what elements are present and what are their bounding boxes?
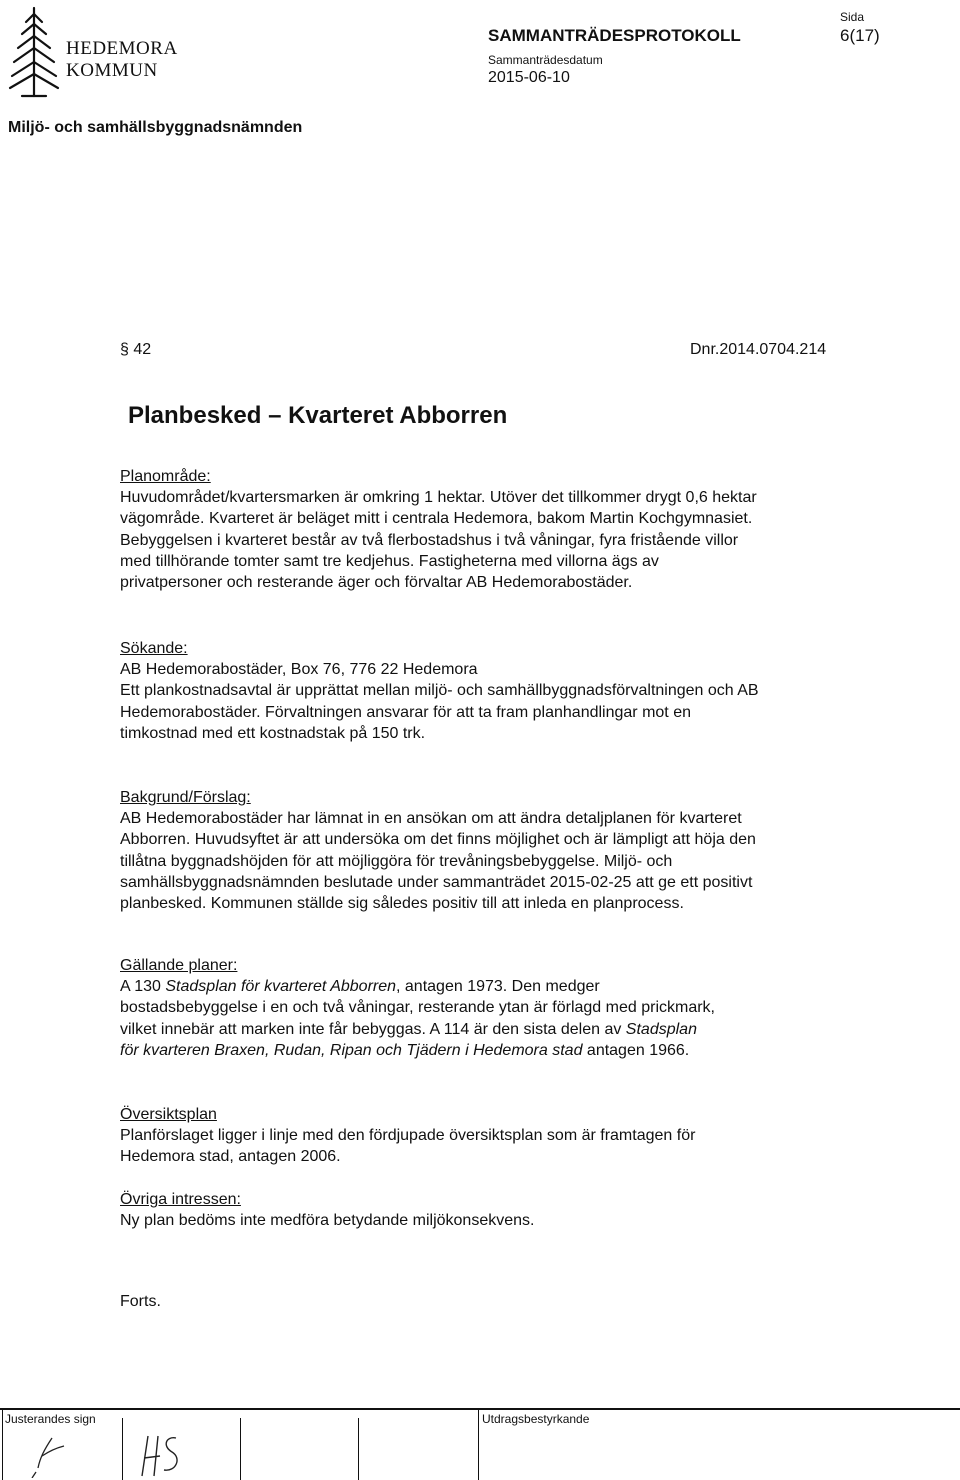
section-bakgrund xyxy=(120,787,760,914)
extract-certification-label: Utdragsbestyrkande xyxy=(482,1412,590,1426)
section-text: Planförslaget ligger i linje med den fördjupade översiktsplan som är framtagen för Hedemora stad, antagen 2006. xyxy=(120,1127,696,1166)
footer-divider xyxy=(2,1408,3,1480)
paragraph-number: § 42 xyxy=(120,341,152,358)
section-text: Ett plankostnadsavtal är upprättat mellan miljö- och samhällbyggnadsförvaltningen och AB Hedemorabostäder. Förvaltningen ansvarar för att ta fram planhandlingar mot en timkostnad med ett kostnadstak på 150 trk. xyxy=(120,682,759,742)
diary-number: Dnr.2014.0704.214 xyxy=(690,341,827,358)
footer-divider xyxy=(240,1418,241,1480)
section-gallande-planer xyxy=(120,955,720,1061)
date-label: Sammanträdesdatum xyxy=(488,53,603,67)
section-label: Sökande: xyxy=(120,640,188,657)
section-planomrade xyxy=(120,466,765,593)
spruce-tree-logo-icon xyxy=(8,6,60,100)
section-label: Översiktsplan xyxy=(120,1106,217,1123)
page-number: 6(17) xyxy=(840,26,880,45)
page-label: Sida xyxy=(840,10,865,24)
handwritten-initials-1 xyxy=(18,1422,78,1478)
section-text: A 130 Stadsplan för kvarteret Abborren, antagen 1973. Den medger bostadsbebyggelse i en och två våningar, resterande ytan är förlagd med prickmark, vilket innebär att marken inte får bebyggas. A 114 är den sista delen av Stadsplan för kvarteren Braxen, Rudan, Ripan och Tjädern i Hedemora stad antagen 1966. xyxy=(120,978,715,1059)
section-ovriga-intressen xyxy=(120,1189,770,1231)
section-label: Bakgrund/Förslag: xyxy=(120,789,251,806)
footer-divider xyxy=(122,1418,123,1480)
org-name-line1: HEDEMORA xyxy=(66,38,178,59)
case-title: Planbesked – Kvarteret Abborren xyxy=(128,402,508,429)
handwritten-initials-2 xyxy=(132,1422,192,1478)
signature-label: Justerandes sign xyxy=(5,1412,96,1426)
continued-note: Forts. xyxy=(120,1293,161,1310)
document-title: SAMMANTRÄDESPROTOKOLL xyxy=(488,26,741,45)
section-label: Gällande planer: xyxy=(120,957,238,974)
footer-top-rule xyxy=(0,1408,960,1410)
footer-divider xyxy=(358,1418,359,1480)
section-oversiktsplan xyxy=(120,1104,770,1168)
committee-name: Miljö- och samhällsbyggnadsnämnden xyxy=(8,119,303,136)
section-label: Övriga intressen: xyxy=(120,1191,241,1208)
date-value: 2015-06-10 xyxy=(488,69,570,86)
footer-divider xyxy=(478,1408,479,1480)
org-name-line2: KOMMUN xyxy=(66,60,158,81)
applicant-address: AB Hedemorabostäder, Box 76, 776 22 Hedemora xyxy=(120,661,478,679)
section-text: AB Hedemorabostäder har lämnat in en ansökan om att ändra detaljplanen för kvarteret Abborren. Huvudsyftet är att undersöka om det finns möjlighet och är lämpligt att höja den tillåtna byggnadshöjden för att möjliggöra för trevåningsbebyggelse. Miljö- och samhällsbyggnadsnämnden beslutade under sammanträdet 2015-02-25 att ge ett positivt planbesked. Kommunen ställde sig således positiv till att inleda en planprocess. xyxy=(120,810,756,913)
section-label: Planområde: xyxy=(120,468,211,485)
section-sokande xyxy=(120,638,770,744)
section-text: Ny plan bedöms inte medföra betydande miljökonsekvens. xyxy=(120,1212,535,1230)
section-text: Huvudområdet/kvartersmarken är omkring 1 hektar. Utöver det tillkommer drygt 0,6 hektar vägområde. Kvarteret är beläget mitt i centrala Hedemora, bakom Martin Kochgymnasiet. Bebyggelsen i kvarteret består av två flerbostadshus i två våningar, fyra fristående villor med tillhörande tomter samt tre kedjehus. Fastigheterna med villorna ägs av privatpersoner och resterande äger och förvaltar AB Hedemorabostäder. xyxy=(120,489,757,592)
